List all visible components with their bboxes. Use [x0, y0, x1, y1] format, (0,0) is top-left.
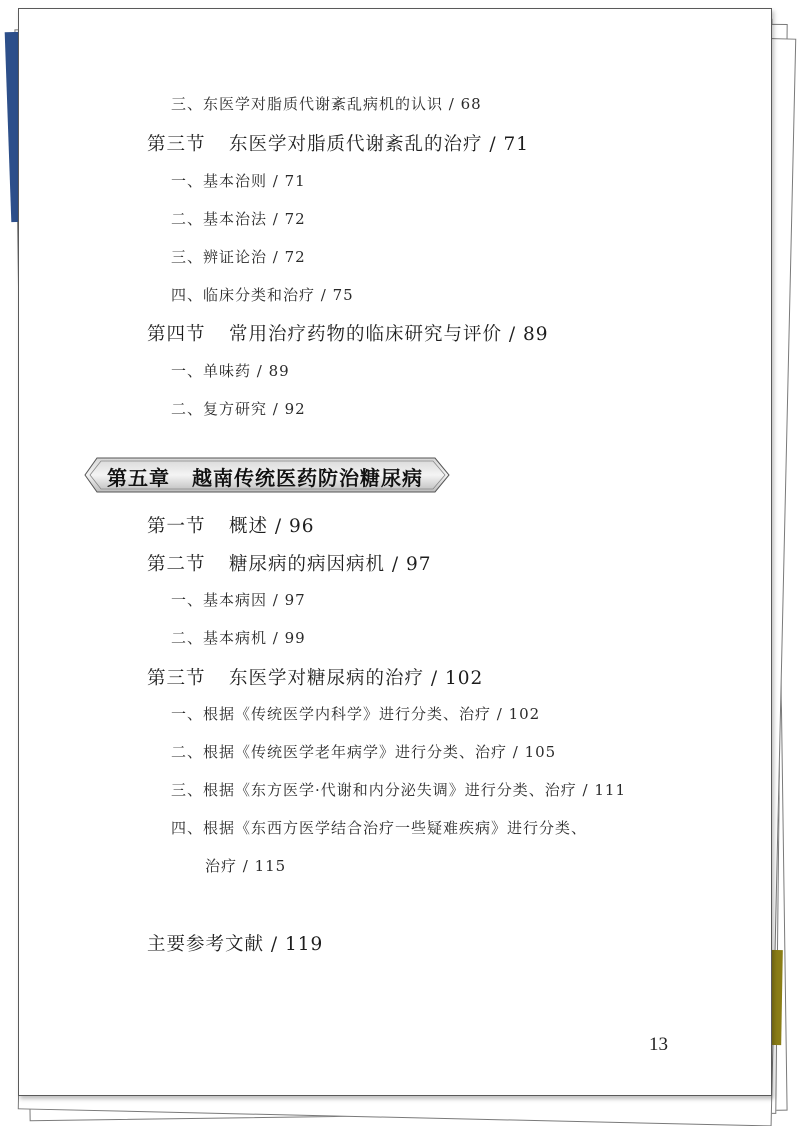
toc-page — [18, 8, 772, 1096]
toc-section — [147, 130, 529, 156]
chapter-title: 越南传统医药防治糖尿病 — [192, 466, 423, 490]
section-title: 东医学对糖尿病的治疗 / 102 — [229, 668, 484, 689]
toc-item: 三、东医学对脂质代谢紊乱病机的认识 / 68 — [171, 95, 482, 113]
toc-section — [147, 512, 315, 538]
toc-item: 二、根据《传统医学老年病学》进行分类、治疗 / 105 — [171, 743, 557, 761]
section-title: 概述 / 96 — [229, 516, 315, 537]
section-title: 糖尿病的病因病机 / 97 — [229, 554, 432, 575]
toc-section — [147, 664, 483, 690]
chapter-number: 第五章 — [107, 466, 170, 490]
section-title: 常用治疗药物的临床研究与评价 / 89 — [229, 324, 549, 345]
toc-item: 三、根据《东方医学·代谢和内分泌失调》进行分类、治疗 / 111 — [171, 781, 626, 799]
page-number: 13 — [649, 1034, 668, 1055]
section-number: 第四节 — [147, 324, 206, 345]
toc-item: 一、基本治则 / 71 — [171, 172, 306, 190]
toc-section — [147, 320, 549, 346]
section-number: 第三节 — [147, 668, 206, 689]
section-number: 第一节 — [147, 516, 206, 537]
toc-item: 四、临床分类和治疗 / 75 — [171, 286, 354, 304]
toc-item: 二、基本治法 / 72 — [171, 210, 306, 228]
references-entry: 主要参考文献 / 119 — [147, 934, 324, 955]
chapter-title-line — [107, 462, 423, 491]
chapter-heading — [83, 456, 453, 494]
toc-item: 一、基本病因 / 97 — [171, 591, 306, 609]
section-number: 第二节 — [147, 554, 206, 575]
toc-item: 四、根据《东西方医学结合治疗一些疑难疾病》进行分类、 — [171, 819, 588, 837]
toc-item-continuation: 治疗 / 115 — [205, 857, 287, 875]
toc-section — [147, 550, 432, 576]
toc-item: 二、复方研究 / 92 — [171, 400, 306, 418]
toc-item: 一、单味药 / 89 — [171, 362, 290, 380]
toc-item: 一、根据《传统医学内科学》进行分类、治疗 / 102 — [171, 705, 541, 723]
toc-item: 三、辨证论治 / 72 — [171, 248, 306, 266]
section-number: 第三节 — [147, 134, 206, 155]
toc-item: 二、基本病机 / 99 — [171, 629, 306, 647]
section-title: 东医学对脂质代谢紊乱的治疗 / 71 — [229, 134, 530, 155]
